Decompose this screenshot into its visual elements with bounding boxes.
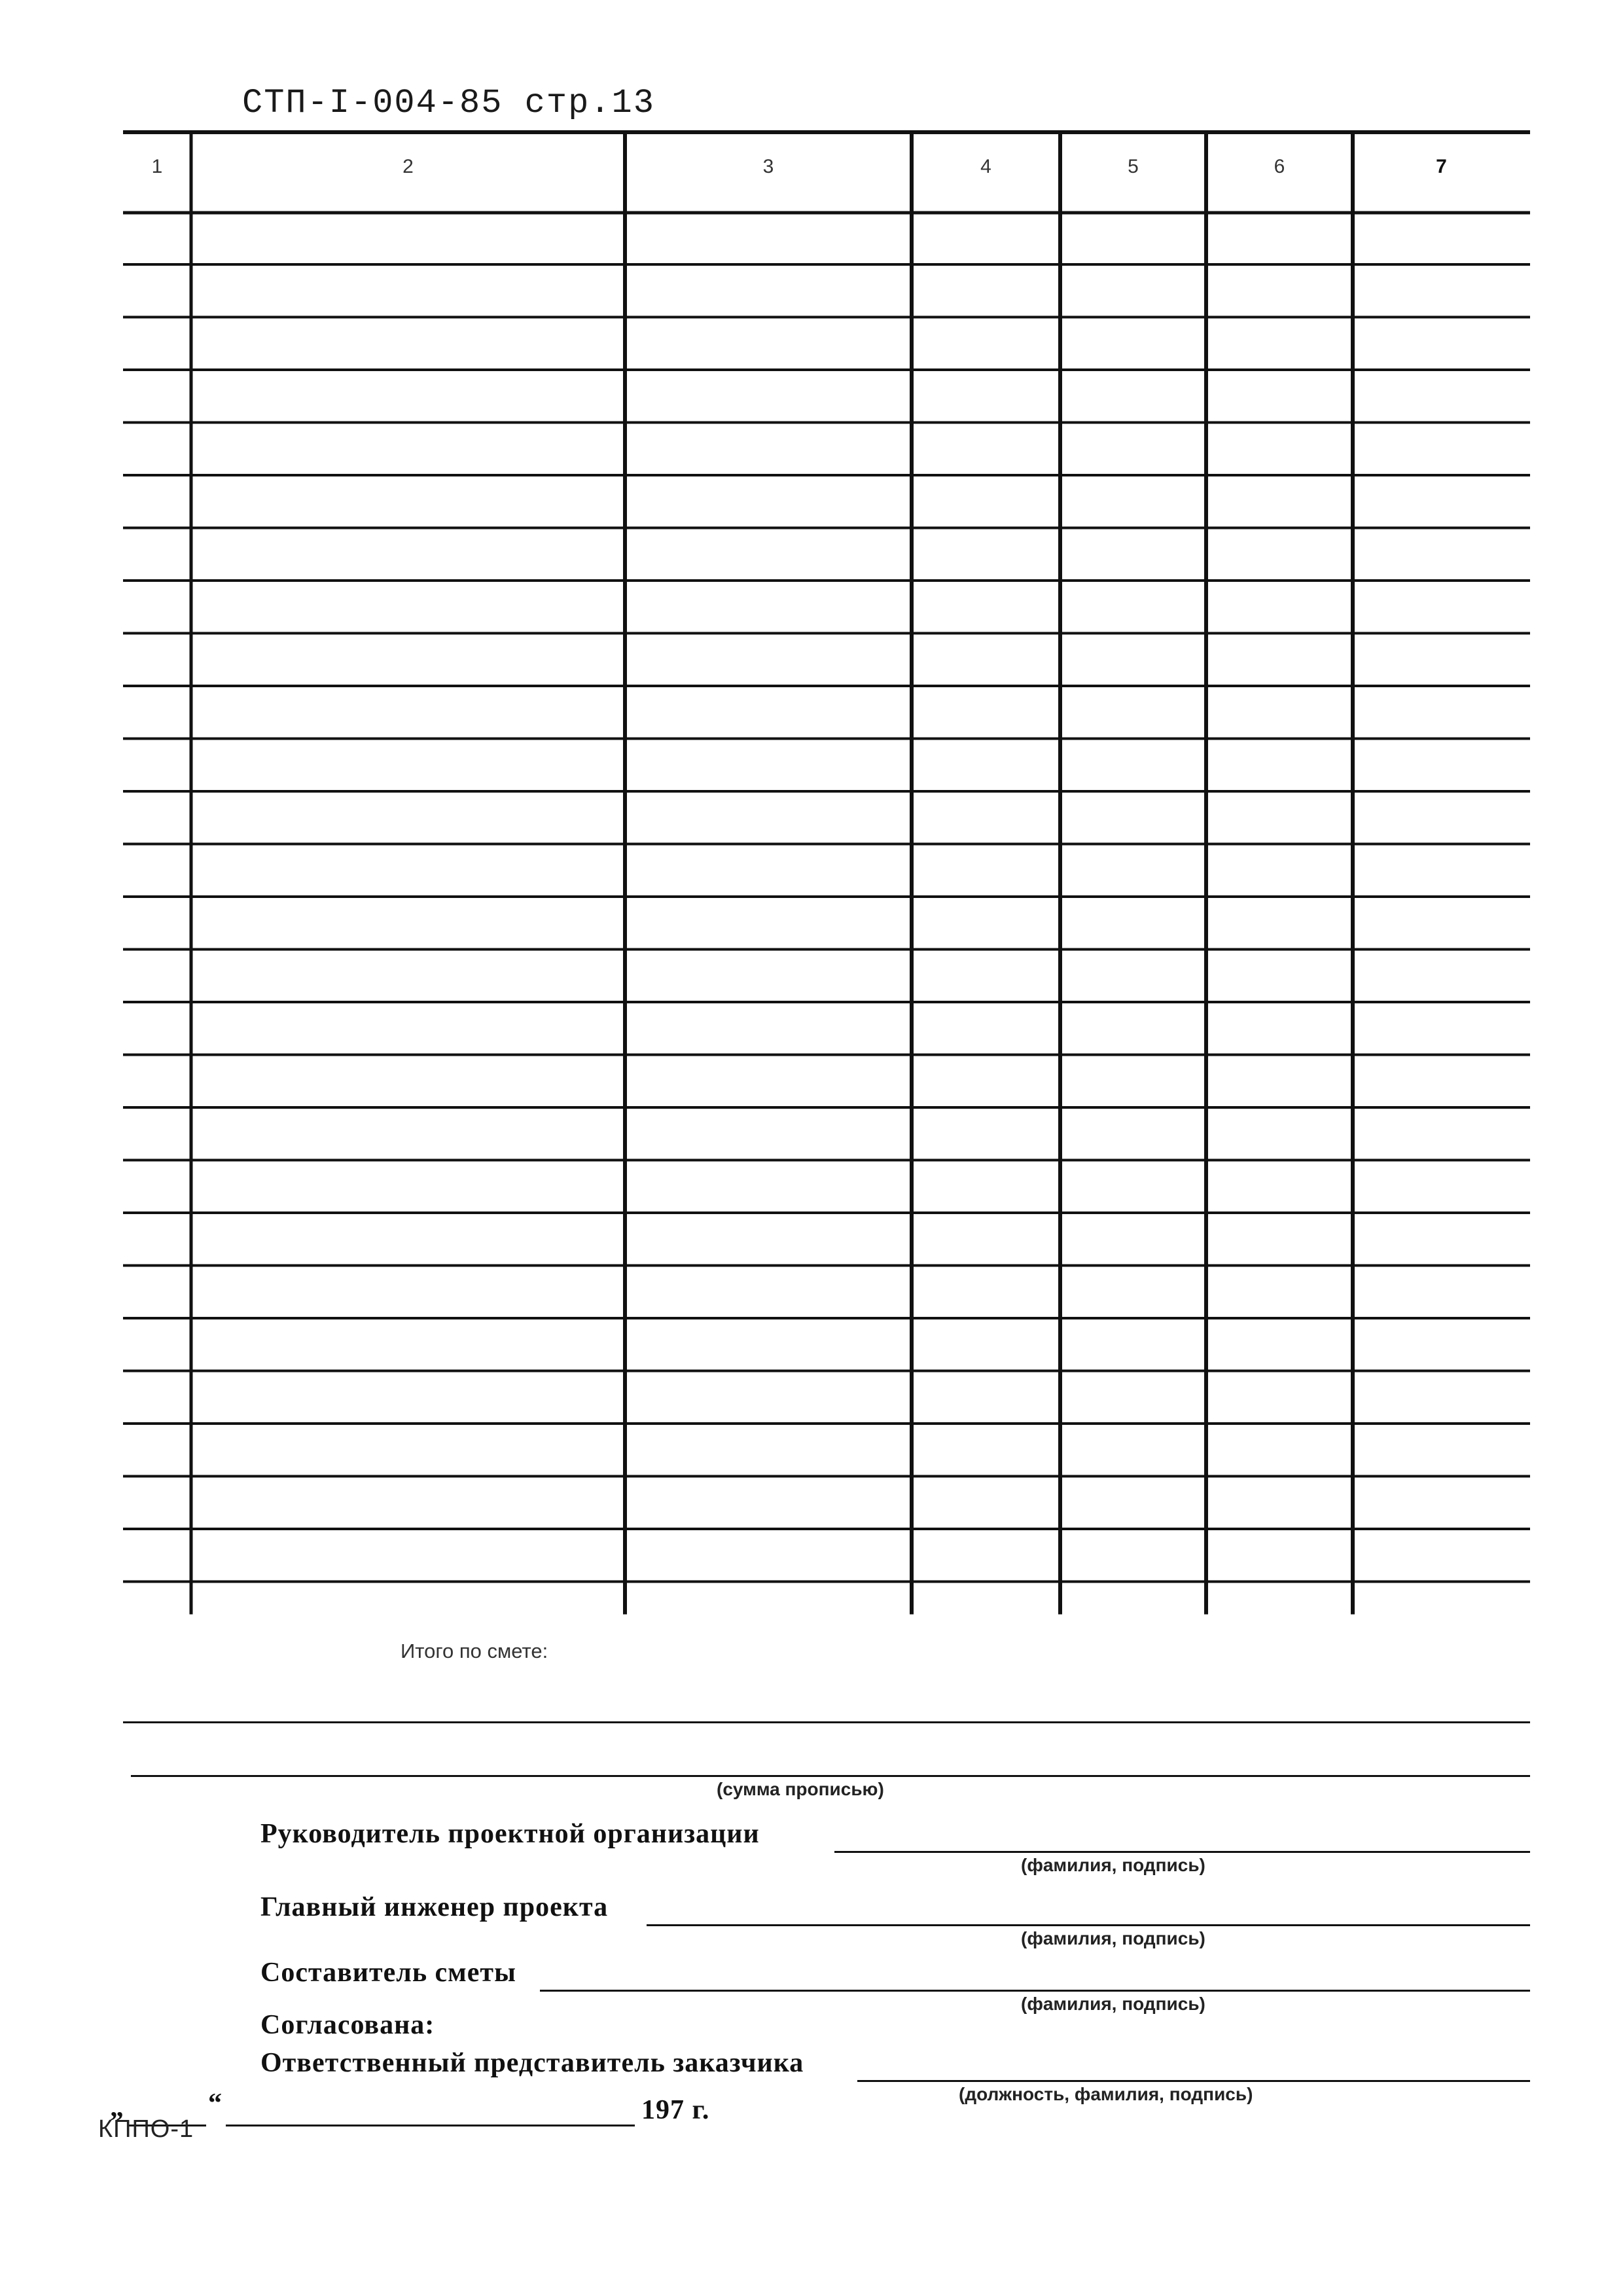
column-number-6: 6	[1274, 156, 1285, 177]
chief-engineer-label: Главный инженер проекта	[260, 1892, 609, 1922]
column-number-2: 2	[402, 156, 414, 177]
estimate-total-label: Итого по смете:	[401, 1640, 548, 1662]
name-signature-hint-3: (фамилия, подпись)	[1021, 1994, 1205, 2014]
date-open-quote: „	[110, 2092, 124, 2123]
chief-engineer-signature-line[interactable]	[647, 1924, 1530, 1926]
customer-rep-signature-line[interactable]	[857, 2080, 1530, 2082]
customer-rep-label: Ответственный представитель заказчика	[260, 2048, 804, 2078]
estimator-label: Составитель сметы	[260, 1958, 516, 1988]
column-number-4: 4	[980, 156, 991, 177]
name-signature-hint-2: (фамилия, подпись)	[1021, 1928, 1205, 1948]
project-head-label: Руководитель проектной организации	[260, 1819, 760, 1849]
agreed-label: Согласована:	[260, 2010, 435, 2040]
name-signature-hint-1: (фамилия, подпись)	[1021, 1855, 1205, 1875]
project-head-signature-line[interactable]	[834, 1851, 1530, 1853]
amount-in-words-hint: (сумма прописью)	[717, 1779, 884, 1799]
position-name-signature-hint: (должность, фамилия, подпись)	[959, 2084, 1253, 2104]
total-amount-line-2[interactable]	[131, 1775, 1530, 1777]
date-month-line[interactable]	[226, 2125, 635, 2126]
column-number-5: 5	[1128, 156, 1139, 177]
column-number-3: 3	[762, 156, 774, 177]
document-reference: СТП-I-004-85 стр.13	[242, 84, 655, 122]
column-number-7: 7	[1436, 156, 1447, 177]
date-close-quote: “	[208, 2089, 223, 2119]
column-number-1: 1	[151, 156, 163, 177]
estimator-signature-line[interactable]	[540, 1990, 1530, 1992]
date-year-suffix: 197 г.	[641, 2095, 710, 2125]
total-amount-line-1[interactable]	[123, 1721, 1530, 1723]
form-stamp: КППО-1	[98, 2115, 194, 2143]
